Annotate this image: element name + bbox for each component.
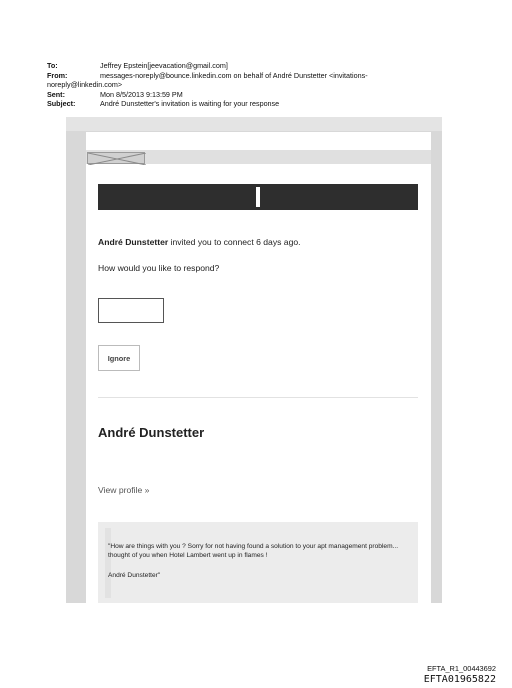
- banner-mark: [256, 187, 260, 207]
- invitation-message-text: invited you to connect 6 days ago.: [168, 237, 301, 247]
- subject-value: André Dunstetter's invitation is waiting for your response: [100, 99, 280, 109]
- subject-row: [47, 99, 477, 109]
- invitation-sender-name[interactable]: André Dunstetter: [98, 237, 169, 247]
- section-divider: [98, 397, 418, 398]
- broken-image-cross: [88, 153, 146, 165]
- invitation-message: [98, 237, 301, 247]
- sent-label: Sent:: [47, 89, 65, 99]
- from-label: From:: [47, 70, 68, 80]
- personal-note-text: "How are things with you ? Sorry for not having found a solution to your apt management problem... thought of you when Hotel Lambert went up in flames !: [108, 543, 399, 560]
- chevron-right-icon: »: [142, 485, 150, 495]
- sent-row: [47, 90, 477, 100]
- quote-bar: [105, 528, 111, 598]
- response-question: How would you like to respond?: [98, 263, 220, 273]
- ignore-button[interactable]: Ignore: [98, 345, 140, 371]
- from-row: [47, 71, 477, 90]
- sent-value: Mon 8/5/2013 9:13:59 PM: [100, 89, 183, 99]
- profile-name: André Dunstetter: [98, 425, 205, 440]
- frame-top-bar: [66, 117, 442, 131]
- to-label: To:: [47, 61, 58, 70]
- broken-image-icon: [87, 152, 145, 164]
- from-value: messages-noreply@bounce.linkedin.com on behalf of André Dunstetter <invitations-: [100, 70, 368, 80]
- document-reference-secondary: EFTA01965822: [423, 674, 496, 685]
- view-profile-link[interactable]: [98, 485, 149, 495]
- to-row: [47, 61, 477, 71]
- to-value: Jeffrey Epstein[jeevacation@gmail.com]: [100, 61, 228, 70]
- personal-note-signature: André Dunstetter": [108, 572, 161, 579]
- personal-note: [98, 522, 418, 603]
- email-header: [47, 61, 477, 109]
- from-value-continued: noreply@linkedin.com>: [47, 80, 123, 90]
- view-profile-label: View profile: [98, 485, 143, 495]
- header-banner: [98, 184, 418, 210]
- subject-label: Subject:: [47, 99, 76, 109]
- accept-button[interactable]: [98, 298, 164, 323]
- document-reference-primary: EFTA_R1_00443692: [427, 664, 496, 673]
